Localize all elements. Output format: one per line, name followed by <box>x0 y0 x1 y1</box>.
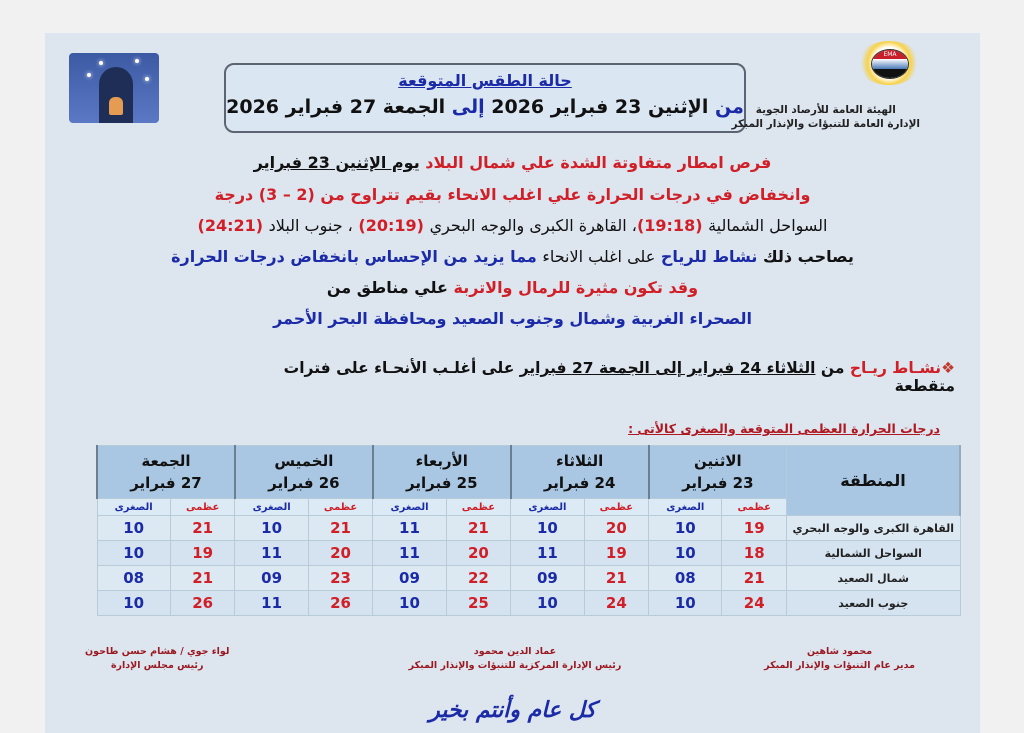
day-header: الأربعاء 25 فبراير <box>373 446 511 499</box>
title-box <box>224 63 746 133</box>
bulletin-line-6: الصحراء الغربية وشمال وجنوب الصعيد ومحافظة البحر الأحمر <box>273 309 752 328</box>
min-label: الصغرى <box>235 499 308 516</box>
signature-block: عماد الدين محمود رئيس الإدارة المركزية للتنبؤات والإنذار المبكر <box>408 646 622 671</box>
bulletin-line-4: يصاحب ذلك نشاط للرياح على اغلب الانحاء مما يزيد من الإحساس بانخفاض درجات الحرارة <box>171 247 854 266</box>
bulletin-line-5: وقد تكون مثيرة للرمال والاتربة علي مناطق من <box>326 278 699 297</box>
table-row: القاهرة الكبرى والوجه البحري 19 10 20 10 21 11 21 10 21 10 <box>97 516 960 541</box>
bulletin-line-1: فرص امطار متفاوتة الشدة علي شمال البلاد يوم الإثنين 23 فبراير <box>253 153 772 172</box>
organization-name: الهيئة العامة للأرصاد الجوية الإدارة العامة للتنبؤات والإنذار المبكر <box>731 104 920 130</box>
forecast-period: من الإثنين 23 فبراير 2026 إلى الجمعة 27 فبراير 2026 <box>226 96 744 118</box>
max-label: عظمى <box>308 499 373 516</box>
table-row: جنوب الصعيد 24 10 24 10 25 10 26 11 26 10 <box>97 591 960 616</box>
ema-logo <box>857 41 921 85</box>
region-cell: شمال الصعيد <box>787 566 961 591</box>
max-label: عظمى <box>170 499 235 516</box>
wind-note: ❖نشـاط ريـاح من الثلاثاء 24 فبراير إلى الجمعة 27 فبراير على أغلـب الأنحـاء على فترات متقطعة <box>283 359 955 395</box>
lamp-icon <box>109 97 123 115</box>
day-header: الخميس 26 فبراير <box>235 446 373 499</box>
region-cell: السواحل الشمالية <box>787 541 961 566</box>
forecast-page <box>45 33 980 733</box>
table-caption: درجات الحرارة العظمى المتوقعة والصغرى كالأتى : <box>628 421 940 436</box>
day-header: الثلاثاء 24 فبراير <box>511 446 649 499</box>
table-row: شمال الصعيد 21 08 21 09 22 09 23 09 21 08 <box>97 566 960 591</box>
min-label: الصغرى <box>373 499 446 516</box>
region-header: المنطقة <box>787 446 961 516</box>
region-cell: جنوب الصعيد <box>787 591 961 616</box>
table-row: السواحل الشمالية 18 10 19 11 20 11 20 11 19 10 <box>97 541 960 566</box>
min-label: الصغرى <box>649 499 722 516</box>
page-title: حالة الطقس المتوقعة <box>398 71 572 90</box>
bulletin-line-3: السواحل الشمالية (19:18)، القاهرة الكبرى والوجه البحري (20:19) ، جنوب البلاد (24:21) <box>197 216 828 235</box>
bulletin-line-2: وانخفاض في درجات الحرارة علي اغلب الانحاء بقيم تتراوح من (2 – 3) درجة <box>214 185 811 204</box>
signature-block: لواء جوي / هشام حسن طاحون رئيس مجلس الإدارة <box>85 646 230 671</box>
max-label: عظمى <box>446 499 511 516</box>
min-label: الصغرى <box>97 499 170 516</box>
ramadan-lantern-image <box>69 53 159 123</box>
day-header: الاثنين 23 فبراير <box>649 446 787 499</box>
greeting-text: كل عام وأنتم بخير <box>429 698 596 723</box>
temperature-table <box>96 445 961 616</box>
region-cell: القاهرة الكبرى والوجه البحري <box>787 516 961 541</box>
max-label: عظمى <box>722 499 787 516</box>
max-label: عظمى <box>584 499 649 516</box>
signature-block: محمود شاهين مدير عام التنبؤات والإنذار المبكر <box>764 646 915 671</box>
day-header: الجمعة 27 فبراير <box>97 446 235 499</box>
min-label: الصغرى <box>511 499 584 516</box>
diamond-bullet-icon: ❖ <box>941 359 955 377</box>
flag-emblem-icon: EMA <box>871 49 909 79</box>
